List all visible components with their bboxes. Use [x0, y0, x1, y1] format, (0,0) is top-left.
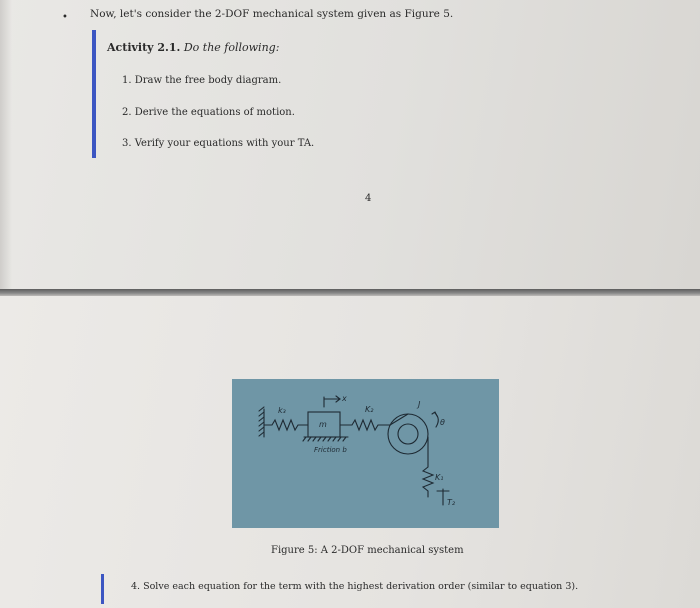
step4-accent-bar: [101, 574, 104, 604]
label-k3: k₃: [278, 406, 286, 415]
bullet: •: [62, 12, 68, 23]
upper-page: [0, 0, 700, 289]
pulley-inner: [398, 424, 418, 444]
label-m: m: [319, 420, 327, 429]
spring-k3: [264, 420, 308, 430]
activity-instruction: Do the following:: [183, 41, 280, 54]
label-k2: K₂: [365, 405, 374, 414]
figure-caption: Figure 5: A 2-DOF mechanical system: [271, 545, 464, 556]
figure-drawing: [232, 379, 499, 528]
intro-text: Now, let's consider the 2-DOF mechanical system given as Figure 5.: [90, 8, 454, 20]
spring-k2: [340, 420, 390, 430]
page-number: 4: [365, 193, 372, 204]
activity-label: Activity 2.1.: [107, 41, 181, 54]
label-torque: T₂: [447, 498, 456, 507]
label-friction: Friction b: [314, 446, 347, 454]
label-j: J: [418, 400, 421, 409]
activity-step-4: 4. Solve each equation for the term with the highest derivation order (similar to equation 3).: [131, 581, 579, 592]
wall-hatch: [259, 407, 264, 436]
activity-title: [107, 41, 279, 54]
label-theta: θ: [440, 418, 445, 427]
activity-step-2: 2. Derive the equations of motion.: [122, 107, 295, 118]
activity-step-1: 1. Draw the free body diagram.: [122, 75, 282, 86]
page-divider: [0, 289, 700, 296]
label-x: x: [342, 394, 347, 403]
friction-hatch: [303, 437, 346, 441]
activity-step-3: 3. Verify your equations with your TA.: [122, 138, 315, 149]
theta-arrow-head: [432, 412, 437, 416]
mechanical-system-figure: [232, 379, 499, 528]
spring-k1: [423, 467, 433, 497]
pulley-outer: [388, 414, 428, 454]
activity-accent-bar: [92, 30, 96, 158]
page-shadow: [0, 0, 12, 289]
label-k1: K₁: [435, 473, 444, 482]
